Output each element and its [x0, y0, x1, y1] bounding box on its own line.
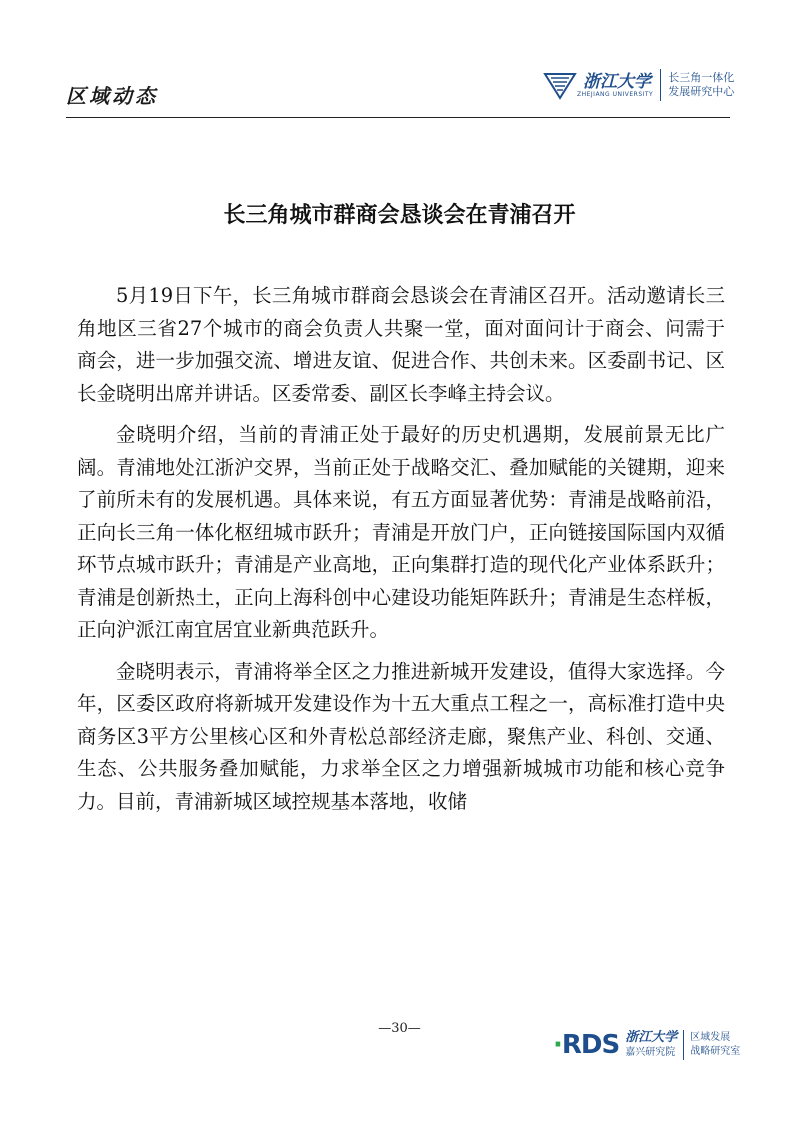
- logo-divider: [660, 69, 661, 101]
- article-title: 长三角城市群商会恳谈会在青浦召开: [223, 203, 576, 228]
- rds-logo-icon: ·RDS: [553, 1030, 620, 1060]
- rds-footer-logo: [553, 1030, 740, 1060]
- footer-institute: 嘉兴研究院: [625, 1047, 676, 1058]
- footer-dept-line2: 战略研究室: [690, 1046, 741, 1057]
- center-name-line1: 长三角一体化: [668, 71, 735, 84]
- footer-dept-line1: 区域发展: [690, 1032, 731, 1043]
- zju-center-logo: [543, 65, 734, 105]
- center-name-line2: 发展研究中心: [668, 85, 735, 98]
- page-number: —30—: [378, 1021, 421, 1036]
- article-body: [77, 280, 725, 827]
- paragraph: 金晓明表示，青浦将举全区之力推进新城开发建设，值得大家选择。今年，区委区政府将新城开发建设作为十五大重点工程之一，高标准打造中央商务区3平方公里核心区和外青松总部经济走廊，聚焦产业、科创、交通、生态、公共服务叠加赋能，力求举全区之力增强新城城市功能和核心竞争力。目前，青浦新城区域控规基本落地，收储: [77, 659, 725, 813]
- zju-name-cn: 浙江大学: [583, 71, 651, 92]
- footer-divider: [683, 1030, 684, 1060]
- paragraph: 金晓明介绍，当前的青浦正处于最好的历史机遇期，发展前景无比广阔。青浦地处江浙沪交界，当前正处于战略交汇、叠加赋能的关键期，迎来了前所未有的发展机遇。具体来说，有五方面显著优势：青浦是战略前沿，正向长三角一体化枢纽城市跃升；青浦是开放门户，正向链接国际国内双循环节点城市跃升；青浦是产业高地，正向集群打造的现代化产业体系跃升；青浦是创新热土，正向上海科创中心建设功能矩阵跃升；青浦是生态样板，正向沪派江南宜居宜业新典范跃升。: [77, 423, 725, 641]
- footer-university-cn: 浙江大学: [625, 1030, 678, 1045]
- paragraph: 5月19日下午，长三角城市群商会恳谈会在青浦区召开。活动邀请长三角地区三省27个城市的商会负责人共聚一堂，面对面问计于商会、问需于商会，进一步加强交流、增进友谊、促进合作、共创未来。区委副书记、区长金晓明出席并讲话。区委常委、副区长李峰主持会议。: [77, 284, 725, 405]
- zju-emblem-icon: [543, 68, 577, 102]
- zju-name-en: ZHEJIANG UNIVERSITY: [577, 90, 654, 98]
- section-title: 区域动态: [66, 84, 158, 108]
- rds-mark-text: RDS: [561, 1030, 620, 1060]
- header-rule: [66, 117, 730, 118]
